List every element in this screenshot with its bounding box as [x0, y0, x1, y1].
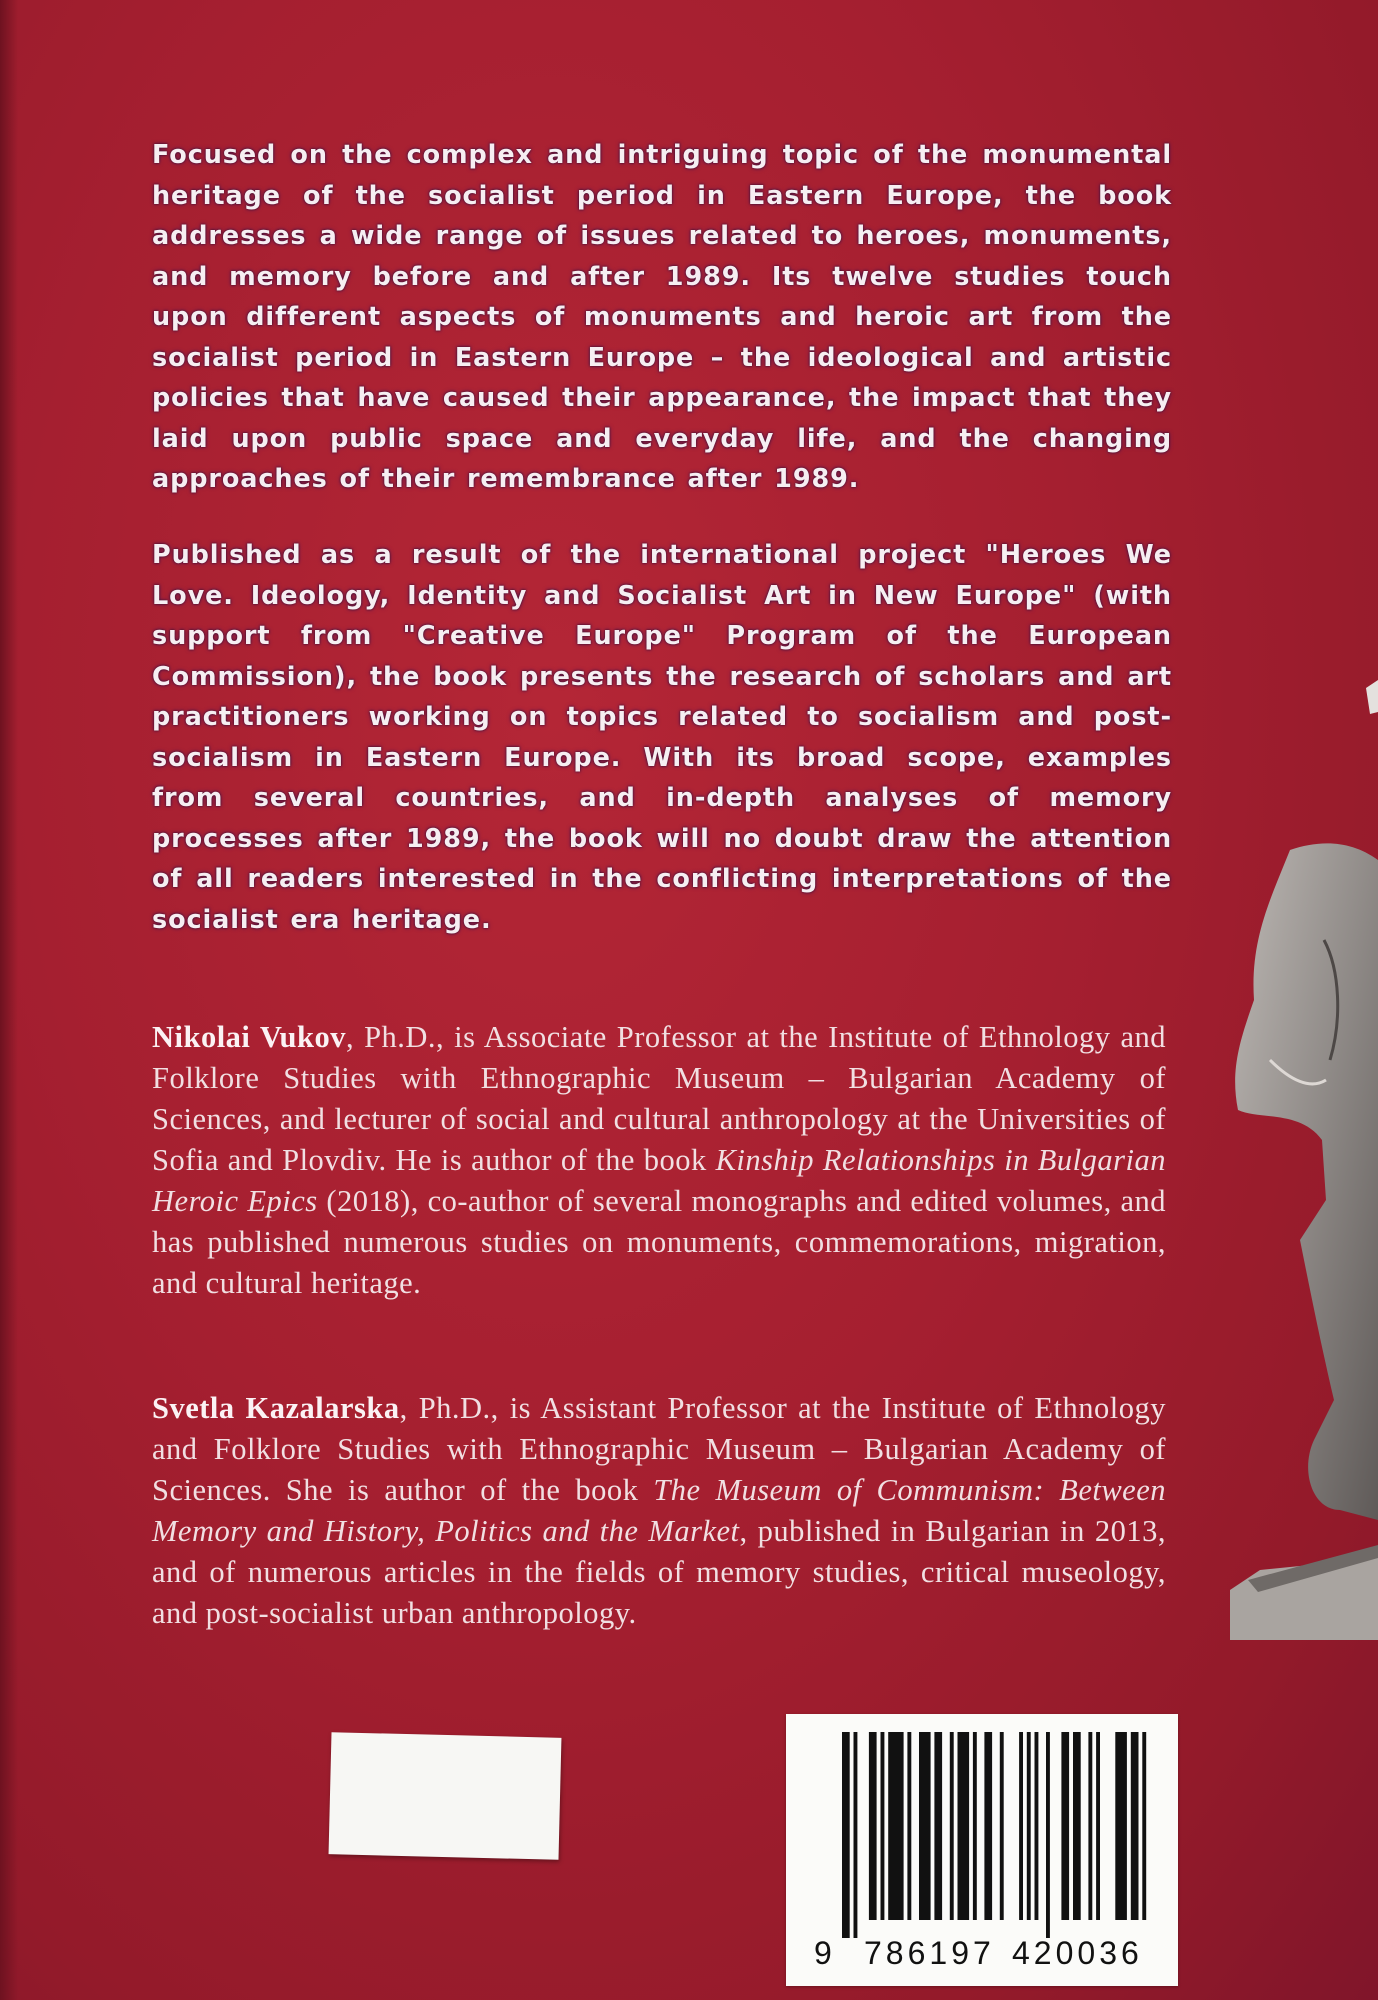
book-title: Kinship Relationships in Bulgarian Heroic Epics: [152, 1143, 1166, 1218]
barcode-bar: [1088, 1732, 1092, 1920]
barcode-digits-left: 786197: [864, 1935, 995, 1971]
author-bio-vukov: [152, 1017, 1166, 1304]
author-name: Svetla Kazalarska: [152, 1391, 400, 1425]
barcode-bar: [1131, 1732, 1139, 1920]
barcode-bar: [869, 1732, 877, 1920]
author-bio-text: , published in Bulgarian in 2013, and of numerous articles in the fields of memory studies, critical museology, and post-socialist urban anthropology.: [152, 1514, 1166, 1630]
barcode-bar: [1035, 1732, 1039, 1920]
barcode-bar: [1027, 1732, 1031, 1920]
barcode-bar: [919, 1732, 931, 1920]
barcode-bar: [1000, 1732, 1004, 1920]
barcode-graphic: [786, 1714, 1178, 1986]
barcode-bar: [973, 1732, 977, 1920]
barcode-bar: [881, 1732, 885, 1920]
blurb-paragraph-1: Focused on the complex and intriguing topic of the monumental heritage of the socialist period in Eastern Europe, the book addresses a wide range of issues related to heroes, monuments, and memory before and after 1989. Its twelve studies touch upon different aspects of monuments and heroic art from the socialist period in Eastern Europe – the ideological and artistic policies that have caused their appearance, the impact that they laid upon public space and everyday life, and the changing approaches of their remembrance after 1989.: [152, 140, 1172, 494]
barcode-bar: [950, 1732, 954, 1920]
barcode-bar: [934, 1732, 942, 1920]
author-bio-text: , Ph.D., is Assistant Professor at the Institute of Ethnology and Folklore Studies with Ethnographic Museum – Bulgarian Academy of Sciences. She is author of the book: [152, 1391, 1166, 1507]
author-bio-text: (2018), co-author of several monographs and edited volumes, and has published numerous studies on monuments, commemorations, migration, and cultural heritage.: [152, 1184, 1167, 1300]
price-sticker: [329, 1732, 562, 1860]
barcode-bar: [1019, 1732, 1023, 1920]
barcode-bar: [1073, 1732, 1081, 1920]
author-name: Nikolai Vukov: [152, 1020, 346, 1054]
book-title: The Museum of Communism: Between Memory and History, Politics and the Market: [152, 1473, 1166, 1548]
statue-photo: [1230, 640, 1378, 1640]
cover-edge-shadow: [0, 0, 18, 2000]
barcode-digits-right: 420036: [1012, 1935, 1143, 1971]
barcode-bar: [984, 1732, 992, 1920]
blurb-paragraph-2: Published as a result of the international project "Heroes We Love. Ideology, Identity and Socialist Art in New Europe" (with support from "Creative Europe" Program of the European Commission), the book presents the research of scholars and art practitioners working on topics related to socialism and post-socialism in Eastern Europe. With its broad scope, examples from several countries, and in-depth analyses of memory processes after 1989, the book will no doubt draw the attention of all readers interested in the conflicting interpretations of the socialist era heritage.: [152, 540, 1172, 935]
author-bio-text: , Ph.D., is Associate Professor at the Institute of Ethnology and Folklore Studies with Ethnographic Museum – Bulgarian Academy of Sciences, and lecturer of social and cultural anthropology at the Universities of Sofia and Plovdiv. He is author of the book: [152, 1020, 1167, 1177]
barcode-bar: [854, 1732, 858, 1938]
barcode-bar: [888, 1732, 903, 1920]
barcode-bar: [1061, 1732, 1069, 1920]
barcode-bar: [842, 1732, 850, 1938]
author-bio-kazalarska: [152, 1388, 1166, 1634]
barcode-bar: [907, 1732, 911, 1920]
barcode-bar: [1046, 1732, 1050, 1938]
barcode-bar: [1142, 1732, 1146, 1920]
barcode-bar: [1096, 1732, 1100, 1920]
barcode-bar: [958, 1732, 970, 1920]
isbn-barcode: [786, 1714, 1178, 1986]
barcode-digit-first: 9: [814, 1935, 832, 1971]
barcode-bar: [1115, 1732, 1127, 1920]
